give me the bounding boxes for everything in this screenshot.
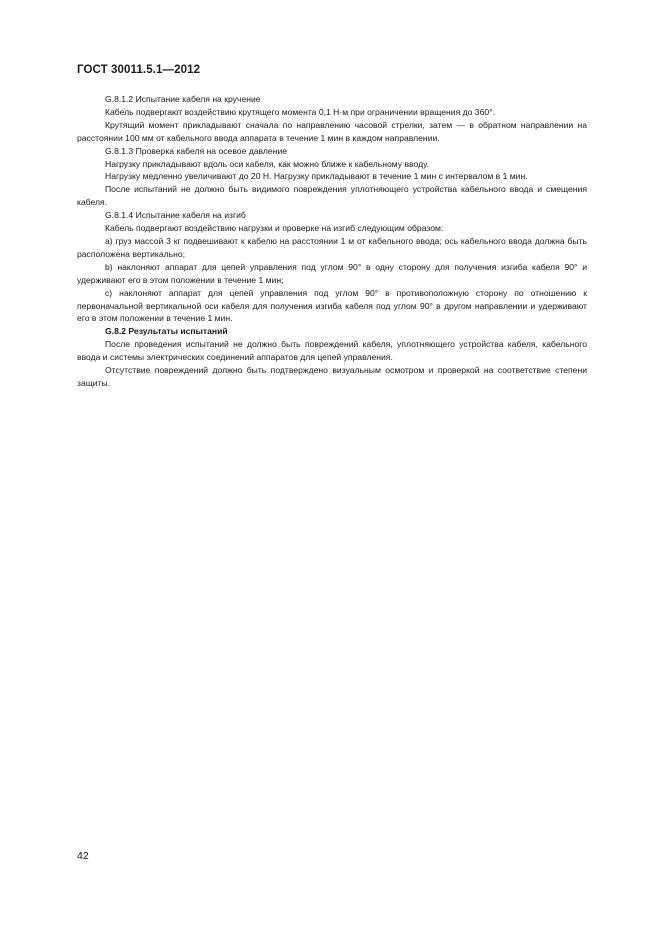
list-item-a: a) груз массой 3 кг подвешивают к кабелю на расстоянии 1 м от кабельного ввода; ось кабельного ввода должна быть расположена вертикально; <box>77 235 587 259</box>
list-item-b: b) наклоняют аппарат для цепей управления под углом 90° в одну сторону для получения изгиба кабеля 90° и удерживают его в этом положении в течение 1 мин; <box>77 261 587 285</box>
list-item-c: c) наклоняют аппарат для цепей управления под углом 90° в противоположную сторону по отношению к первоначальной вертикальной оси кабеля для получения изгиба кабеля под углом 90° в другом направлении и удерживают его в этом положении в течение 1 мин. <box>77 287 587 324</box>
page-number: 42 <box>77 850 89 862</box>
paragraph: Крутящий момент прикладывают сначала по направлению часовой стрелки, затем — в обратном направлении на расстоянии 100 мм от кабельного ввода аппарата в течение 1 мин в каждом направлении. <box>77 119 587 143</box>
paragraph: Нагрузку медленно увеличивают до 20 Н. Нагрузку прикладывают в течение 1 мин с интервалом в 1 мин. <box>105 171 528 182</box>
paragraph: Кабель подвергают воздействию нагрузки и проверке на изгиб следующим образом: <box>105 223 444 234</box>
subsection-heading-g813: G.8.1.3 Проверка кабеля на осевое давление <box>105 145 288 156</box>
paragraph: Кабель подвергают воздействию крутящего момента 0,1 Н·м при ограничении вращения до 360°. <box>105 106 495 117</box>
subsection-heading-g812: G.8.1.2 Испытание кабеля на кручение <box>105 94 261 104</box>
paragraph: После испытаний не должно быть видимого повреждения уплотняющего устройства кабельного ввода и смещения кабеля. <box>77 184 587 208</box>
document-body <box>77 93 587 390</box>
paragraph: Нагрузку прикладывают вдоль оси кабеля, как можно ближе к кабельному вводу. <box>105 158 429 169</box>
document-header: ГОСТ 30011.5.1—2012 <box>77 64 201 76</box>
subsection-heading-g814: G.8.1.4 Испытание кабеля на изгиб <box>105 210 246 221</box>
paragraph: После проведения испытаний не должно быть повреждений кабеля, уплотняющего устройства кабеля, кабельного ввода и системы электрических соединений аппаратов для цепей управления. <box>77 339 587 363</box>
section-heading-g82: G.8.2 Результаты испытаний <box>105 326 228 337</box>
paragraph: Отсутствие повреждений должно быть подтверждено визуальным осмотром и проверкой на соответствие степени защиты. <box>77 365 587 388</box>
